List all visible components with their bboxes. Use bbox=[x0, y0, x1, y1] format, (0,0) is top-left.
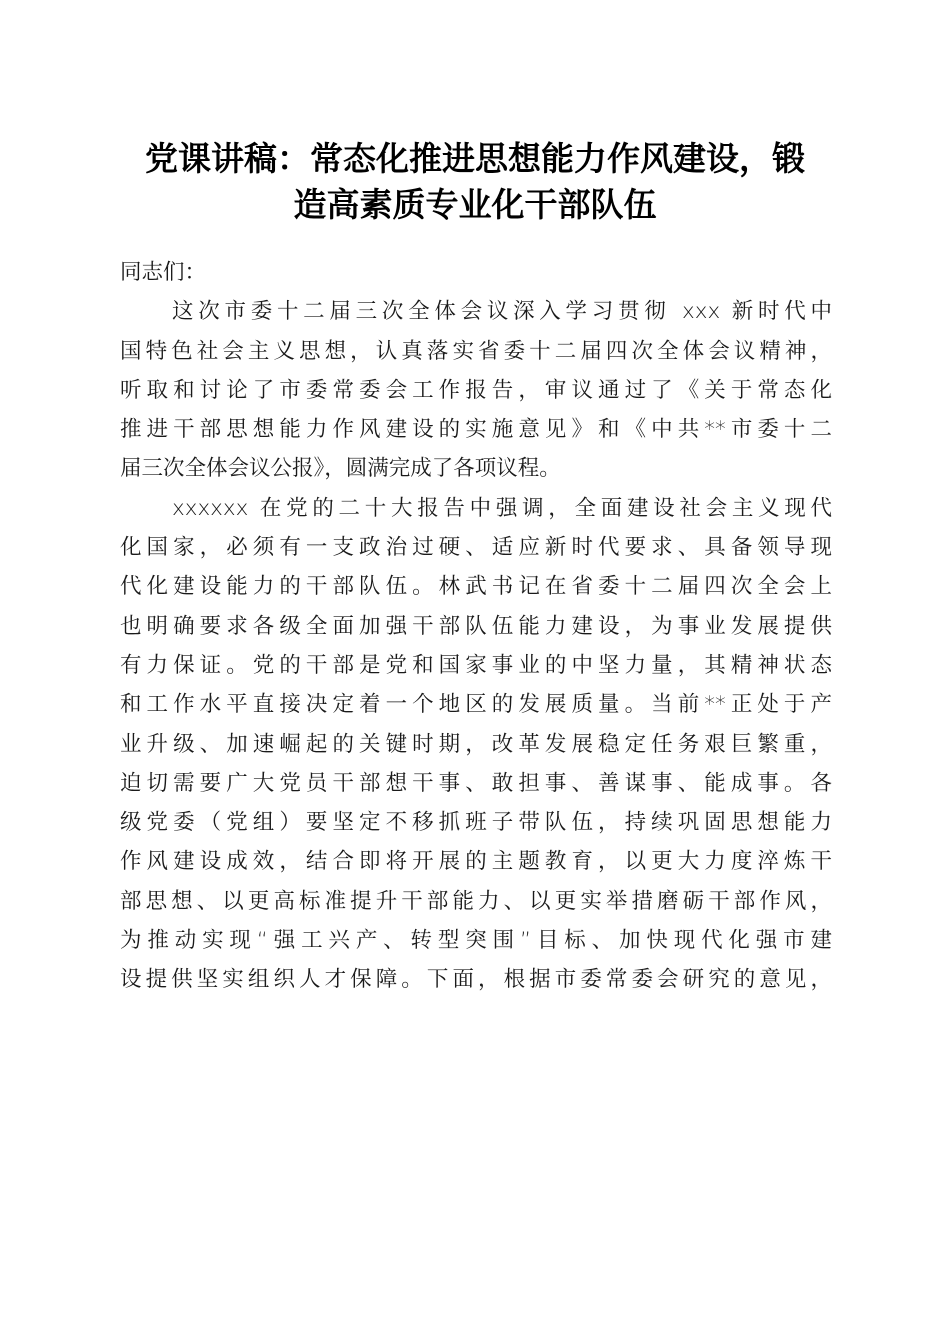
title-line-2: 造高素质专业化干部队伍 bbox=[293, 185, 657, 224]
paragraph-line: 代化建设能力的干部队伍。林武书记在省委十二届四次全会上 bbox=[120, 574, 832, 600]
title-line-1: 党课讲稿：常态化推进思想能力作风建设，锻 bbox=[145, 139, 805, 178]
paragraph-line: 国特色社会主义思想，认真落实省委十二届四次全体会议精神， bbox=[120, 338, 832, 364]
paragraph-line: 推进干部思想能力作风建设的实施意见》和《中共**市委十二 bbox=[120, 417, 832, 443]
paragraph-line: 听取和讨论了市委常委会工作报告，审议通过了《关于常态化 bbox=[120, 377, 832, 403]
salutation: 同志们： bbox=[120, 260, 207, 285]
paragraph-line: 部思想、以更高标准提升干部能力、以更实举措磨砺干部作风， bbox=[120, 888, 832, 914]
paragraph-line: 业升级、加速崛起的关键时期，改革发展稳定任务艰巨繁重， bbox=[120, 731, 832, 757]
paragraph-line: 迫切需要广大党员干部想干事、敢担事、善谋事、能成事。各 bbox=[120, 770, 832, 796]
paragraph-line: xxxxxx 在党的二十大报告中强调，全面建设社会主义现代 bbox=[172, 495, 832, 521]
paragraph-2 bbox=[120, 489, 832, 1000]
paragraph-line: 作风建设成效，结合即将开展的主题教育，以更大力度淬炼干 bbox=[120, 849, 832, 875]
paragraph-line: 级党委（党组）要坚定不移抓班子带队伍，持续巩固思想能力 bbox=[120, 810, 832, 836]
document-title bbox=[100, 136, 850, 228]
paragraph-line: 化国家，必须有一支政治过硬、适应新时代要求、具备领导现 bbox=[120, 535, 832, 561]
paragraph-line: 也明确要求各级全面加强干部队伍能力建设，为事业发展提供 bbox=[120, 613, 832, 639]
document-body bbox=[120, 253, 832, 1000]
paragraph-line: 和工作水平直接决定着一个地区的发展质量。当前**正处于产 bbox=[120, 692, 832, 718]
paragraph-1 bbox=[120, 292, 832, 488]
paragraph-line: 这次市委十二届三次全体会议深入学习贯彻 xxx 新时代中 bbox=[172, 299, 832, 325]
paragraph-line: 为推动实现“强工兴产、转型突围”目标、加快现代化强市建 bbox=[120, 928, 832, 954]
paragraph-line: 届三次全体会议公报》，圆满完成了各项议程。 bbox=[120, 456, 561, 482]
paragraph-line: 设提供坚实组织人才保障。下面，根据市委常委会研究的意见， bbox=[120, 967, 832, 993]
paragraph-line: 有力保证。党的干部是党和国家事业的中坚力量，其精神状态 bbox=[120, 652, 832, 678]
